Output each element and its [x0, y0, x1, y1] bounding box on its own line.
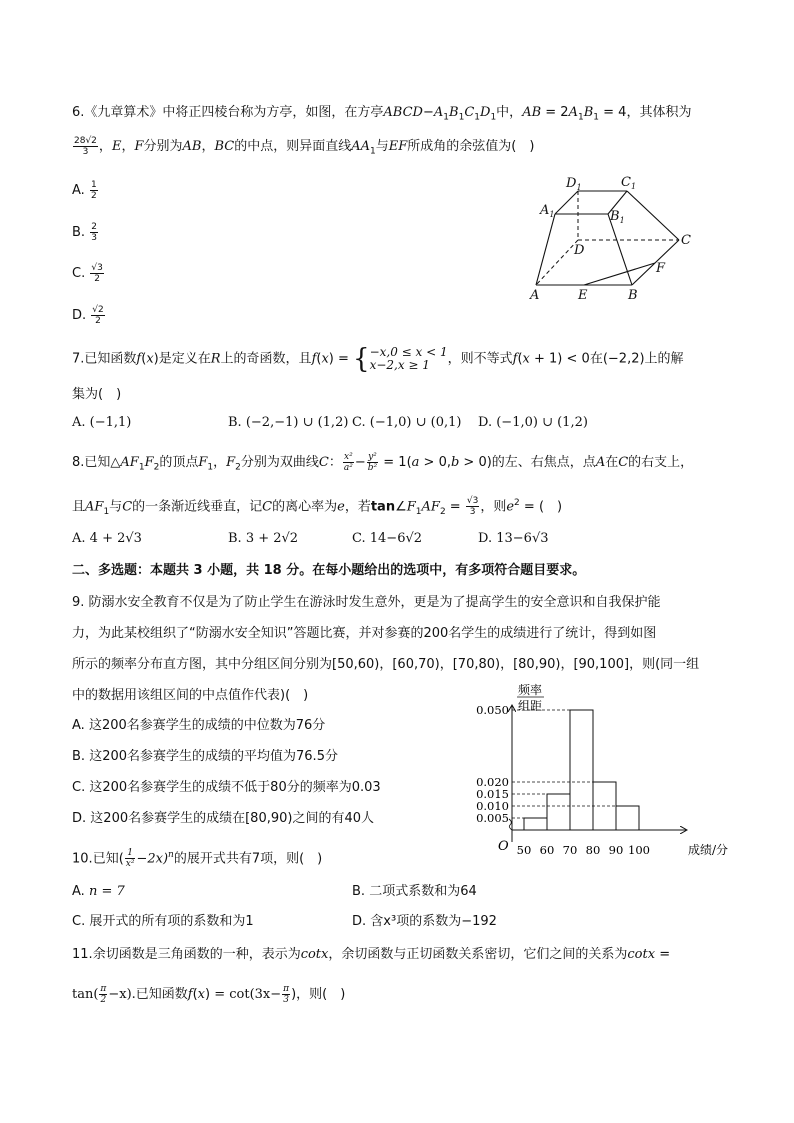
- q10-option-a: A. n = 7: [72, 884, 125, 899]
- q9-line3: 所示的频率分布直方图，其中分组区间分别为[50,60)，[60,70)，[70,80)，[80,90)，[90,100]，则(同一组: [72, 657, 700, 672]
- ylabel-top: 频率: [518, 683, 543, 697]
- x-tick-label: 100: [628, 843, 650, 857]
- q8-option-b: B. 3 + 2√2: [228, 531, 299, 546]
- q6-option-a: A. $\frac{1}{2}$: [72, 180, 97, 201]
- q11-line2: tan( $\frac{\pi}{2}$ −x).已知函数f(x) = cot(3x− $\frac{\pi}{3}$ )，则( ): [72, 984, 346, 1005]
- q6-line1: 6.《九章算术》中将正四棱台称为方亭，如图，在方亭$ABCD-A_1B_1C_1D_1$中，AB = $2A_1B_1 = 4$，其体积为: [72, 105, 692, 123]
- q7-option-a: A. (−1,1): [72, 415, 132, 430]
- q10-option-d: D. 含x³项的系数为−192: [352, 914, 497, 929]
- q8-line1: 8.已知$\triangle AF_1F_2$的顶点$F_1$，$F_2$分别为双曲线C： $\frac{\text{x²}}{\text{a²}}$ − $\frac{\text{y²}}{\text{b²}}$ = 1(a > 0,b > 0)的左、右焦点，点A在C的右支上，: [72, 452, 694, 473]
- q8-line2: 且$AF_1$与C的一条渐近线垂直，记C的离心率为e，若$\tan\angle F_1AF_2$ = $\frac{√3}{3}$ ，则$e^2$ = ( ): [72, 496, 563, 518]
- q10-option-b: B. 二项式系数和为64: [352, 884, 477, 899]
- histogram-bar: [524, 818, 547, 830]
- label-a1: $A_1$: [540, 203, 555, 219]
- q6-text: 《九章算术》中将正四棱台称为方亭，如图，在方亭: [84, 105, 384, 120]
- x-tick-label: 50: [516, 843, 532, 857]
- histogram-bar: [570, 710, 593, 830]
- x-tick-label: 60: [539, 843, 555, 857]
- ylabel-bottom: 组距: [518, 699, 543, 713]
- q9-option-b: B. 这200名参赛学生的成绩的平均值为76.5分: [72, 749, 338, 764]
- q6-line2: $\frac{28√2}{3}$ ，E，F分别为AB，BC的中点，则异面直线$AA_1$与EF所成角的余弦值为( ): [74, 136, 535, 157]
- q9-option-a: A. 这200名参赛学生的成绩的中位数为76分: [72, 718, 326, 733]
- q6-number: 6.: [72, 105, 85, 120]
- q6-option-d: D. $\frac{√2}{2}$: [72, 305, 104, 326]
- label-c: C: [681, 233, 691, 248]
- label-e: E: [578, 288, 588, 303]
- q11-line1: 11.余切函数是三角函数的一种，表示为cotx，余切函数与正切函数关系密切，它们之间的关系为cotx =: [72, 947, 671, 962]
- frustum-figure: [520, 170, 700, 305]
- q9-line1: 9. 防溺水安全教育不仅是为了防止学生在游泳时发生意外，更是为了提高学生的安全意识和自我保护能: [72, 595, 661, 610]
- x-tick-label: 70: [562, 843, 578, 857]
- y-tick-label: 0.010: [476, 799, 509, 813]
- q7-line1: 7.已知函数f(x)是定义在R上的奇函数，且f(x) = { −x,0 ≤ x < 1 x−2,x ≥ 1 ，则不等式f(x + 1) < 0在(−2,2)上的解: [72, 343, 684, 375]
- y-tick-label: 0.005: [476, 811, 509, 825]
- y-tick-label: 0.050: [476, 703, 509, 717]
- section-2-heading: 二、多选题：本题共 3 小题，共 18 分。在每小题给出的选项中，有多项符合题目要求。: [72, 563, 586, 578]
- q7-piecewise: −x,0 ≤ x < 1 x−2,x ≥ 1: [369, 345, 448, 372]
- label-a: A: [530, 288, 540, 303]
- q6-option-c: C. $\frac{√3}{2}$: [72, 263, 103, 284]
- q8-option-a: A. 4 + 2√3: [72, 531, 142, 546]
- label-b: B: [628, 288, 638, 303]
- histogram-bar: [616, 806, 639, 830]
- label-d1: $D_1$: [566, 176, 582, 192]
- y-tick-label: 0.020: [476, 775, 509, 789]
- x-tick-label: 90: [608, 843, 624, 857]
- q8-option-d: D. 13−6√3: [478, 531, 549, 546]
- q9-option-d: D. 这200名参赛学生的成绩在[80,90)之间的有40人: [72, 811, 375, 826]
- origin-label: O: [498, 839, 509, 854]
- q9-option-c: C. 这200名参赛学生的成绩不低于80分的频率为0.03: [72, 780, 381, 795]
- q7-line2: 集为( ): [72, 387, 122, 402]
- q7-option-c: C. (−1,0) ∪ (0,1): [352, 415, 462, 430]
- q8-option-c: C. 14−6√2: [352, 531, 423, 546]
- xlabel: 成绩/分: [688, 843, 729, 857]
- x-tick-label: 80: [585, 843, 601, 857]
- frequency-histogram: [464, 680, 729, 860]
- q6-option-b: B. $\frac{2}{3}$: [72, 222, 97, 243]
- q10-line: 10.已知( $\frac{1}{\text{x²}}$ −2x)$^n$的展开式共有7项，则( ): [72, 848, 323, 870]
- histogram-bar: [547, 794, 570, 830]
- q9-line2: 力，为此某校组织了“防溺水安全知识”答题比赛，并对参赛的200名学生的成绩进行了统计，得到如图: [72, 626, 657, 641]
- q10-option-c: C. 展开式的所有项的系数和为1: [72, 914, 254, 929]
- q6-volume-fraction: $\frac{28√2}{3}$: [74, 136, 97, 157]
- label-f: F: [656, 261, 666, 276]
- label-b1: $B_1$: [610, 209, 625, 225]
- q7-option-d: D. (−1,0) ∪ (1,2): [478, 415, 588, 430]
- label-c1: $C_1$: [621, 175, 637, 191]
- q7-option-b: B. (−2,−1) ∪ (1,2): [228, 415, 349, 430]
- label-d: D: [574, 243, 585, 258]
- q9-line4: 中的数据用该组区间的中点值作代表)( ): [72, 688, 309, 703]
- y-tick-label: 0.015: [476, 787, 509, 801]
